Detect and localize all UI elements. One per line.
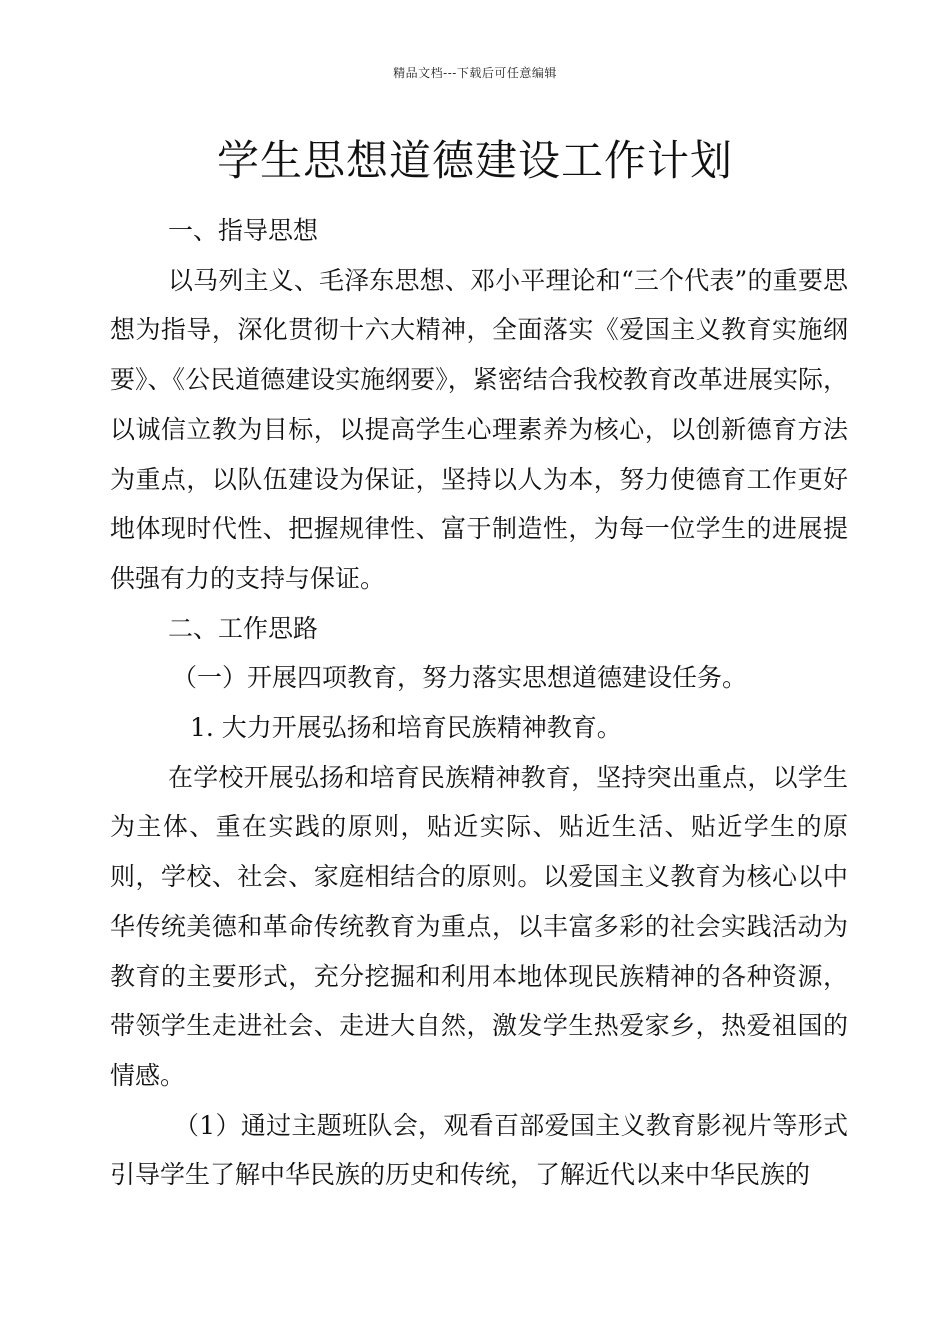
subsection-heading-four-educations: （一）开展四项教育，努力落实思想道德建设任务。 [172, 663, 748, 693]
paragraph-national-spirit: 在学校开展弘扬和培育民族精神教育，坚持突出重点，以学生为主体、重在实践的原则，贴近实际、贴近生活、贴近学生的原则，学校、社会、家庭相结合的原则。以爱国主义教育为核心以中华传统美德和革命传统教育为重点，以丰富多彩的社会实践活动为教育的主要形式，充分挖掘和利用本地体现民族精神的各种资源，带领学生走进社会、走进大自然，激发学生热爱家乡，热爱祖国的情感。 [110, 762, 848, 1090]
paragraph-point-1: （1）通过主题班队会，观看百部爱国主义教育影视片等形式引导学生了解中华民族的历史和传统，了解近代以来中华民族的 [110, 1110, 848, 1190]
document-title: 学生思想道德建设工作计划 [216, 136, 733, 185]
document-body [110, 206, 848, 1200]
section-heading-work-approach: 二、工作思路 [168, 613, 319, 643]
paragraph-guiding-ideology: 以马列主义、毛泽东思想、邓小平理论和“三个代表”的重要思想为指导，深化贯彻十六大精神，全面落实《爱国主义教育实施纲要》、《公民道德建设实施纲要》，紧密结合我校教育改革进展实际，以诚信立教为目标，以提高学生心理素养为核心，以创新德育方法为重点，以队伍建设为保证，坚持以人为本，努力使德育工作更好地体现时代性、把握规律性、富于制造性，为每一位学生的进展提供强有力的支持与保证。 [110, 265, 848, 593]
header-note: 精品文档---下载后可任意编辑 [393, 66, 557, 80]
item-heading-national-spirit: 1. 大力开展弘扬和培育民族精神教育。 [190, 713, 622, 743]
section-heading-guiding-ideology: 一、指导思想 [168, 216, 319, 245]
